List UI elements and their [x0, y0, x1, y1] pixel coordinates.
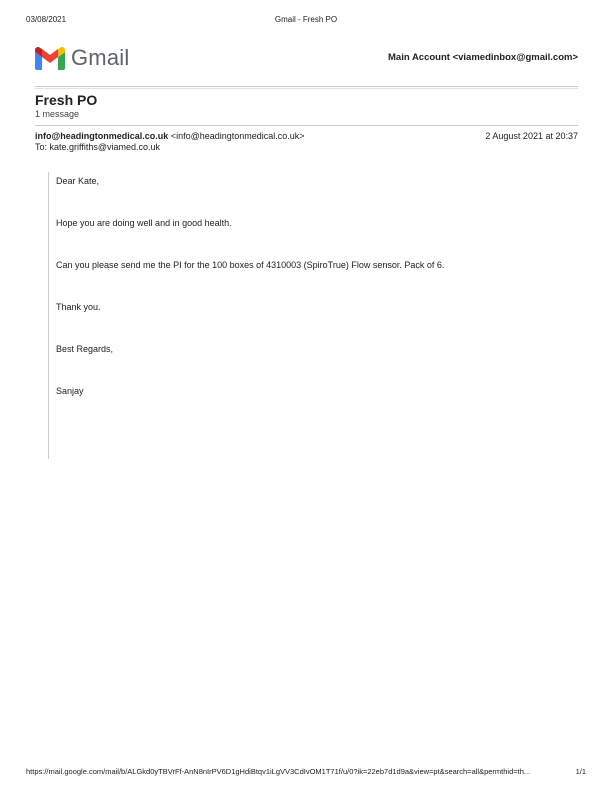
- body-regards: Best Regards,: [56, 344, 114, 354]
- body-greeting: Dear Kate,: [56, 176, 100, 186]
- recipient: To: kate.griffiths@viamed.co.uk: [35, 142, 161, 152]
- body-thanks: Thank you.: [56, 302, 101, 312]
- message-date: 2 August 2021 at 20:37: [485, 131, 578, 141]
- body-line: Hope you are doing well and in good health.: [56, 218, 232, 228]
- message-divider: [35, 125, 578, 126]
- body-line: Can you please send me the PI for the 100 boxes of 4310003 (SpiroTrue) Flow sensor. Pack of 6.: [56, 260, 445, 270]
- body-signature: Sanjay: [56, 386, 84, 396]
- account-label: Main Account <viamedinbox@gmail.com>: [388, 52, 578, 63]
- gmail-wordmark: Gmail: [71, 45, 130, 70]
- gmail-logo[interactable]: [35, 45, 129, 71]
- print-url: https://mail.google.com/mail/b/ALGkd0yTBVrFf-AnN8nIrPV6D1gHdiBtqv1iLgVV3CdIvOM1T71f/u/0?ik=22eb7d1d9a&view=pt&search=all&permthid=th...: [26, 767, 531, 776]
- print-title: Gmail - Fresh PO: [274, 15, 338, 24]
- sender-email: <info@headingtonmedical.co.uk>: [170, 131, 305, 141]
- header-divider: [35, 86, 578, 87]
- message-count: 1 message: [35, 109, 80, 119]
- header-divider-secondary: [35, 88, 578, 89]
- sender-name[interactable]: info@headingtonmedical.co.uk: [35, 131, 169, 141]
- sender: [35, 131, 305, 141]
- quote-bar: [48, 172, 49, 459]
- page-number: 1/1: [575, 767, 586, 776]
- print-date: 03/08/2021: [26, 15, 67, 24]
- gmail-m-icon: [35, 47, 65, 70]
- thread-subject: Fresh PO: [35, 92, 98, 108]
